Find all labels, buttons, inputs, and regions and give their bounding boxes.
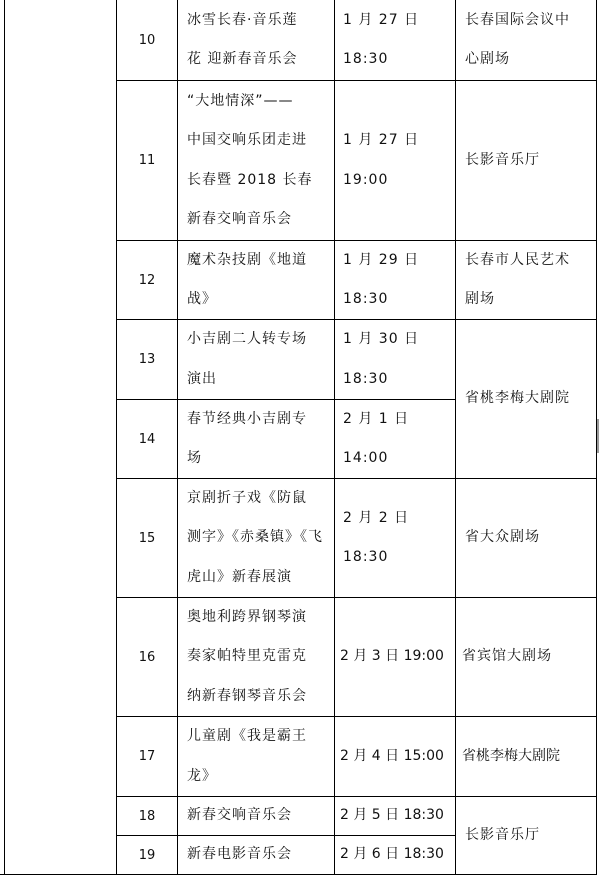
program-title: “大地情深”—— 中国交响乐团走进 长春暨 2018 长春 新春交响音乐会 — [187, 92, 313, 227]
scroll-edge-mark — [597, 419, 599, 453]
program-venue-merged: 省桃李梅大剧院 — [465, 390, 570, 407]
program-venue: 省大众剧场 — [465, 529, 540, 546]
program-title: 奥地利跨界钢琴演 奏家帕特里克雷克 纳新春钢琴音乐会 — [187, 608, 307, 704]
program-datetime: 1 月 30 日 18:30 — [343, 331, 420, 387]
row-number: 16 — [138, 649, 156, 665]
row-number: 13 — [138, 352, 156, 367]
program-title: 冰雪长春·音乐莲 花 迎新春音乐会 — [187, 11, 298, 67]
row-number: 15 — [138, 530, 156, 546]
program-datetime: 2 月 6 日 18:30 — [340, 846, 444, 863]
row-number: 10 — [138, 32, 156, 48]
row-number: 12 — [138, 272, 156, 288]
table-bottom-border — [0, 874, 597, 875]
program-datetime: 1 月 29 日 18:30 — [343, 251, 420, 307]
program-datetime: 2 月 4 日 15:00 — [340, 747, 444, 764]
program-datetime: 1 月 27 日 18:30 — [343, 11, 420, 67]
program-venue: 长春市人民艺术 剧场 — [465, 251, 570, 307]
row-number: 11 — [138, 153, 156, 168]
program-datetime: 1 月 27 日 19:00 — [343, 132, 420, 188]
program-title: 新春交响音乐会 — [187, 807, 292, 824]
program-title: 京剧折子戏《防鼠 测字》《赤桑镇》《飞 虎山》新春展演 — [187, 489, 323, 585]
row-number: 19 — [138, 847, 156, 863]
row-number: 17 — [138, 749, 156, 764]
table-left-border — [4, 0, 5, 875]
program-datetime: 2 月 1 日 14:00 — [343, 410, 410, 466]
program-venue: 省宾馆大剧场 — [462, 648, 552, 665]
program-venue-merged: 长影音乐厅 — [465, 826, 540, 843]
row-number: 14 — [138, 431, 156, 447]
program-title: 春节经典小吉剧专 场 — [187, 410, 307, 466]
program-datetime: 2 月 5 日 18:30 — [340, 807, 444, 824]
program-venue: 省桃李梅大剧院 — [462, 747, 560, 764]
row-number: 18 — [138, 808, 156, 824]
program-datetime: 2 月 3 日 19:00 — [340, 648, 444, 665]
program-venue: 长影音乐厅 — [465, 151, 540, 168]
program-venue: 长春国际会议中 心剧场 — [465, 11, 570, 67]
program-title: 新春电影音乐会 — [187, 846, 292, 863]
program-title: 魔术杂技剧《地道 战》 — [187, 251, 307, 307]
program-title: 小吉剧二人转专场 演出 — [187, 331, 307, 387]
program-datetime: 2 月 2 日 18:30 — [343, 509, 410, 565]
program-title: 儿童剧《我是霸王 龙》 — [187, 728, 307, 784]
